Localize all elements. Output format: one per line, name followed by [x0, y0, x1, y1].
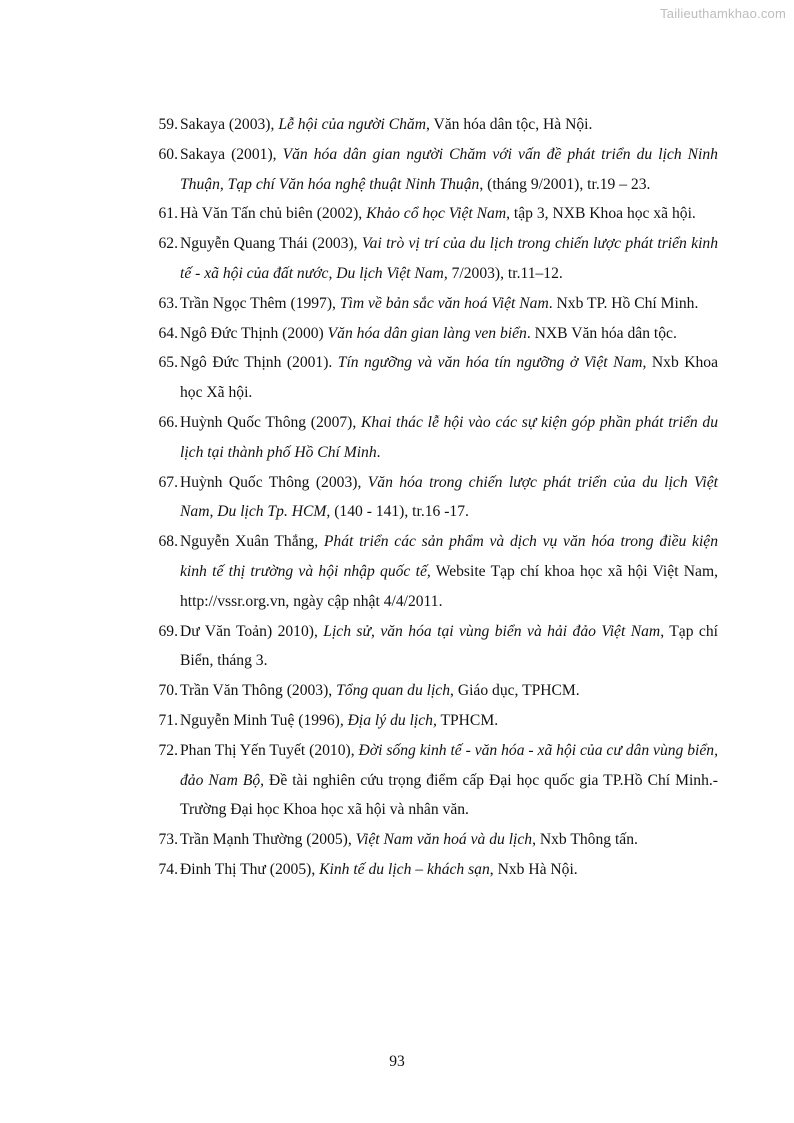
reference-text: , Nxb Hà Nội.	[489, 860, 578, 878]
reference-title: Văn hóa trong chiến lược phát triển của du lịch Việt Nam, Du lịch Tp. HCM,	[180, 473, 718, 521]
reference-text: Huỳnh Quốc Thông (2003),	[180, 473, 368, 491]
reference-title: , Địa lý du lịch,	[339, 711, 437, 729]
reference-title: Lịch sử, văn hóa tại vùng biển và hải đảo Việt Nam	[323, 622, 661, 640]
reference-number: 72.	[158, 741, 178, 759]
reference-number: 73.	[158, 831, 178, 849]
reference-number: 68.	[158, 533, 178, 551]
reference-item	[150, 408, 718, 468]
reference-number: 63.	[158, 294, 178, 312]
reference-title: Tín ngưỡng và văn hóa tín ngưỡng ở Việt Nam,	[337, 354, 647, 372]
reference-number: 60.	[158, 145, 178, 163]
reference-item	[150, 706, 718, 736]
reference-number: 67.	[158, 473, 178, 491]
reference-text: , Giáo dục, TPHCM.	[450, 682, 580, 700]
reference-text: , (tháng 9/2001), tr.19 – 23.	[479, 175, 651, 193]
reference-title: Văn hóa dân gian người Chăm với vấn đề phát triển du lịch Ninh Thuận, Tạp chí Văn hóa nghệ thuật Ninh Thuận	[180, 145, 718, 193]
reference-title: Kinh tế du lịch – khách sạn	[319, 860, 490, 878]
reference-text: Sakaya (2001),	[180, 145, 283, 163]
reference-item	[150, 229, 718, 289]
page-number: 93	[389, 1053, 405, 1070]
reference-text: , Tạp chí Biển, tháng 3.	[180, 622, 718, 670]
reference-text: Ngô Đức Thịnh (2001).	[180, 354, 338, 372]
reference-title: Tổng quan du lịch	[336, 682, 451, 700]
reference-text: , tập 3, NXB Khoa học xã hội.	[506, 205, 696, 223]
reference-item	[150, 468, 718, 528]
reference-item	[150, 289, 718, 319]
reference-number: 74.	[158, 860, 178, 878]
reference-item	[150, 348, 718, 408]
reference-text: . Nxb TP. Hồ Chí Minh.	[548, 294, 699, 312]
reference-item	[150, 676, 718, 706]
reference-text: Ngô Đức Thịnh (2000)	[180, 324, 328, 342]
reference-title: Lễ hội của người Chăm	[278, 116, 426, 133]
reference-text: Trần Ngọc Thêm (1997),	[180, 294, 340, 312]
reference-text: TPHCM.	[436, 711, 499, 729]
reference-item	[150, 527, 718, 616]
reference-text: .	[376, 443, 381, 461]
reference-number: 71.	[158, 711, 178, 729]
reference-title: Việt Nam văn hoá và du lịch	[355, 831, 533, 849]
reference-number: 64.	[158, 324, 178, 342]
watermark: Tailieuthamkhao.com	[660, 6, 786, 21]
reference-title: Tìm về bản sắc văn hoá Việt Nam	[339, 294, 549, 312]
reference-item	[150, 140, 718, 200]
reference-item	[150, 110, 718, 140]
reference-title: Khai thác lễ hội vào các sự kiện góp phần phát triển du lịch tại thành phố Hồ Chí Minh	[180, 413, 718, 461]
reference-text: Nxb Khoa học Xã hội.	[180, 354, 718, 402]
reference-text: (140 - 141), tr.16 -17.	[330, 503, 469, 521]
reference-item	[150, 199, 718, 229]
reference-number: 66.	[158, 413, 178, 431]
reference-text: Nguyễn Quang Thái (2003),	[180, 235, 362, 253]
reference-text: Website Tạp chí khoa học xã hội Việt Nam, http://vssr.org.vn, ngày cập nhật 4/4/2011.	[180, 562, 718, 610]
reference-number: 69.	[158, 622, 178, 640]
reference-item	[150, 617, 718, 677]
reference-text: 7/2003), tr.11–12.	[447, 264, 563, 282]
reference-number: 62.	[158, 235, 178, 253]
reference-text: Hà Văn Tấn chủ biên (2002),	[180, 205, 367, 223]
reference-number: 59.	[158, 116, 178, 133]
reference-number: 61.	[158, 205, 178, 223]
reference-item	[150, 736, 718, 825]
reference-title: Phát triển các sản phẩm và dịch vụ văn hóa trong điều kiện kinh tế thị trường và hội nhập quốc tế,	[180, 533, 719, 580]
reference-item	[150, 825, 718, 855]
reference-text: Nguyễn Minh Tuệ (1996)	[180, 711, 340, 729]
reference-item	[150, 319, 718, 349]
reference-title: Khảo cổ học Việt Nam	[366, 205, 507, 223]
reference-text: Đề tài nghiên cứu trọng điểm cấp Đại học quốc gia TP.Hồ Chí Minh.-Trường Đại học Khoa học xã hội và nhân văn.	[180, 771, 718, 819]
reference-text: , Văn hóa dân tộc, Hà Nội.	[425, 116, 593, 133]
reference-text: , Nxb Thông tấn.	[532, 831, 638, 849]
reference-item	[150, 855, 718, 885]
reference-text: Trần Mạnh Thường (2005),	[180, 831, 356, 849]
reference-text: Phan Thị Yến Tuyết (2010),	[180, 741, 359, 759]
reference-text: . NXB Văn hóa dân tộc.	[526, 324, 677, 342]
reference-text: Trần Văn Thông (2003),	[180, 682, 337, 700]
reference-text: Dư Văn Toản) 2010),	[180, 622, 324, 640]
reference-title: Vai trò vị trí của du lịch trong chiến lược phát triển kinh tế - xã hội của đất nước, Du lịch Việt Nam,	[180, 235, 718, 282]
reference-text: Nguyễn Xuân Thắng,	[180, 533, 324, 551]
reference-title: Đời sống kinh tế - văn hóa - xã hội của cư dân vùng biển, đảo Nam Bộ,	[180, 741, 718, 789]
reference-number: 65.	[158, 354, 178, 372]
reference-text: Huỳnh Quốc Thông (2007),	[180, 413, 361, 431]
reference-title: Văn hóa dân gian làng ven biển	[327, 324, 527, 342]
reference-text: Đinh Thị Thư (2005),	[180, 860, 320, 878]
reference-list	[150, 110, 718, 885]
reference-text: Sakaya (2003),	[180, 116, 279, 133]
reference-number: 70.	[158, 682, 178, 700]
